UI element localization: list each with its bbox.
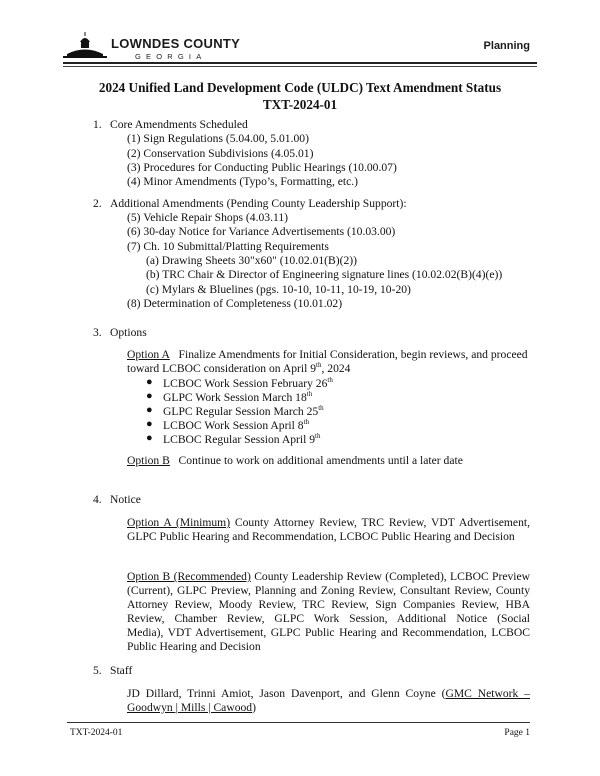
bullet-icon: ● — [146, 404, 153, 416]
section-1-number: 1. — [93, 118, 102, 131]
title-line-1: 2024 Unified Land Development Code (ULDC) Text Amendment Status — [98, 80, 502, 95]
option-b-text: Continue to work on additional amendments until a later date — [178, 454, 463, 467]
county-logo — [63, 30, 263, 64]
notice-option-b-label: Option B (Recommended) — [127, 570, 251, 583]
org-state: GEORGIA — [135, 52, 207, 61]
notice-option-b-line-5: Media), VDT Advertisement, GLPC Public Hearing and Recommendation, LCBOC — [127, 626, 530, 639]
option-a-text-2: toward LCBOC consideration on April 9 — [127, 362, 317, 375]
option-a-text: Finalize Amendments for Initial Consideration, begin reviews, and proceed — [178, 348, 528, 361]
option-b-line — [127, 453, 463, 468]
ordinal-suffix: th — [306, 390, 313, 399]
footer-rule — [67, 722, 530, 723]
schedule-item-text: GLPC Work Session March 18 — [163, 391, 307, 404]
bullet-icon: ● — [146, 432, 153, 444]
bullet-icon: ● — [146, 390, 153, 402]
page-number: Page 1 — [504, 728, 530, 738]
list-item: (6) 30-day Notice for Variance Advertisements (10.03.00) — [127, 225, 396, 238]
header-rule-thin — [63, 66, 537, 67]
list-item: (7) Ch. 10 Submittal/Platting Requirements — [127, 240, 329, 253]
list-item: (5) Vehicle Repair Shops (4.03.11) — [127, 211, 288, 224]
footer-doc-id: TXT-2024-01 — [70, 728, 123, 738]
notice-option-b-text: County Leadership Review (Completed), LCBOC Preview — [254, 570, 530, 583]
list-item: (4) Minor Amendments (Typo’s, Formatting, etc.) — [127, 175, 359, 188]
staff-line-2 — [127, 700, 256, 715]
list-item: (3) Procedures for Conducting Public Hearings (10.00.07) — [127, 161, 397, 174]
document-title — [0, 79, 600, 113]
notice-option-a-label: Option A (Minimum) — [127, 516, 231, 529]
notice-option-a-line-2: GLPC Public Hearing and Recommendation, LCBOC Public Hearing and Decision — [127, 530, 515, 543]
schedule-item-text: LCBOC Work Session February 26 — [163, 377, 328, 390]
notice-option-b-line-6: Public Hearing and Decision — [127, 640, 261, 653]
closing-paren: ) — [252, 701, 256, 714]
ordinal-suffix: th — [327, 376, 333, 385]
schedule-item — [163, 390, 312, 405]
ordinal-suffix: th — [316, 361, 322, 370]
org-name: LOWNDES COUNTY — [111, 36, 241, 51]
option-b-label: Option B — [127, 454, 170, 467]
list-item: (1) Sign Regulations (5.04.00, 5.01.00) — [127, 132, 309, 145]
section-3-number: 3. — [93, 326, 102, 339]
section-1-heading: Core Amendments Scheduled — [110, 118, 248, 131]
notice-option-b-line-2: (Current), GLPC Preview, Planning and Zoning Review, Consultant Review, County — [127, 584, 530, 597]
ordinal-suffix: th — [318, 404, 324, 413]
schedule-item-text: GLPC Regular Session March 25 — [163, 405, 319, 418]
ordinal-suffix: th — [315, 432, 321, 441]
staff-names: JD Dillard, Trinni Amiot, Jason Davenport, and Glenn Coyne ( — [127, 687, 446, 700]
department-label: Planning — [483, 40, 530, 52]
notice-option-b-line-3: Attorney Review, Moody Review, TRC Review, Sign Companies Review, HBA — [127, 598, 530, 611]
sub-list-item: (a) Drawing Sheets 30"x60" (10.02.01(B)(2)) — [146, 254, 358, 267]
schedule-item — [163, 418, 309, 433]
courthouse-icon — [63, 30, 107, 60]
schedule-item-text: LCBOC Regular Session April 9 — [163, 433, 316, 446]
notice-option-a-text: County Attorney Review, TRC Review, VDT Advertisement, — [234, 516, 530, 529]
list-item: (2) Conservation Subdivisions (4.05.01) — [127, 147, 314, 160]
schedule-item-text: LCBOC Work Session April 8 — [163, 419, 304, 432]
option-a-year: , 2024 — [321, 362, 351, 375]
bullet-icon: ● — [146, 418, 153, 430]
notice-option-b-line-4: Review, Chamber Review, GLPC Work Session, Additional Notice (Social — [127, 612, 530, 625]
notice-option-b-line-1 — [127, 569, 530, 584]
section-5-number: 5. — [93, 664, 102, 677]
section-4-heading: Notice — [110, 493, 141, 506]
option-a-label: Option A — [127, 348, 170, 361]
staff-firm: GMC Network – — [445, 687, 530, 700]
section-2-number: 2. — [93, 197, 102, 210]
schedule-item — [163, 432, 320, 447]
sub-list-item: (c) Mylars & Bluelines (pgs. 10-10, 10-11, 10-19, 10-20) — [146, 283, 411, 296]
staff-line-1 — [127, 686, 530, 701]
sub-list-item: (b) TRC Chair & Director of Engineering signature lines (10.02.02(B)(4)(e)) — [146, 268, 503, 281]
option-a-line-2 — [127, 361, 350, 376]
schedule-item — [163, 376, 333, 391]
list-item: (8) Determination of Completeness (10.01.02) — [127, 297, 343, 310]
title-line-2: TXT-2024-01 — [262, 97, 338, 112]
section-3-heading: Options — [110, 326, 147, 339]
notice-option-a-line-1 — [127, 515, 530, 530]
option-a-line-1 — [127, 347, 528, 362]
section-4-number: 4. — [93, 493, 102, 506]
schedule-item — [163, 404, 324, 419]
section-5-heading: Staff — [110, 664, 133, 677]
staff-firm-name: Goodwyn | Mills | Cawood — [127, 701, 253, 714]
header-rule — [63, 62, 537, 64]
bullet-icon: ● — [146, 376, 153, 388]
section-2-heading: Additional Amendments (Pending County Leadership Support): — [110, 197, 407, 210]
ordinal-suffix: th — [303, 418, 310, 427]
